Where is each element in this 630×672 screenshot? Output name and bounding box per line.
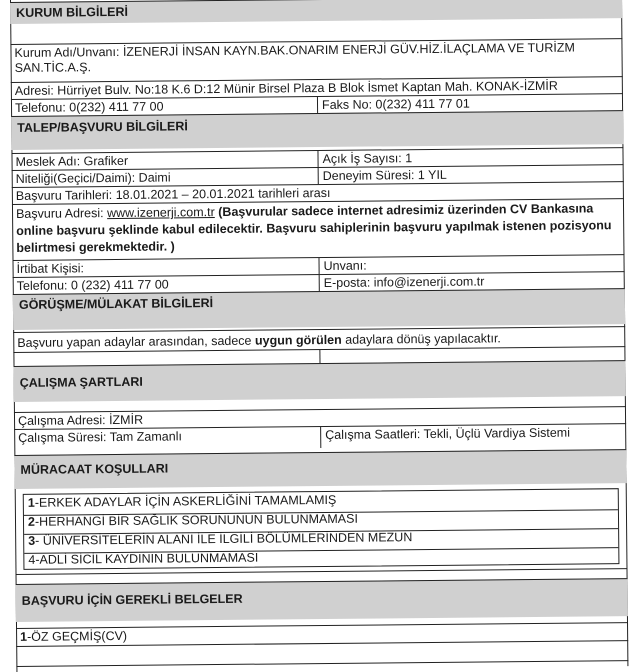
gorusme-text-after: adaylara dönüş yapılacaktır. [341,331,501,347]
calisma-adres: Çalışma Adresi: İZMİR [17,412,144,428]
talep-meslek: Meslek Adı: Grafiker [15,153,129,169]
belgeler-item-1-text: -ÖZ GEÇMİŞ(CV) [27,628,128,644]
section-header-kurum [10,0,622,24]
muracaat-list [23,488,620,570]
kurum-ad-label: Kurum Adı/Unvanı: [14,44,120,60]
talep-adres-link[interactable]: www.izenerji.com.tr [107,205,215,221]
talep-tarihler: Başvuru Tarihleri: 18.01.2021 – 20.01.2021 tarihleri arası [15,185,331,203]
muracaat-item-4 [24,546,618,572]
talep-acik-is: Açık İş Sayısı: 1 [317,148,623,167]
section-title-belgeler: BAŞVURU İÇİN GEREKLİ BELGELER [21,591,243,608]
talep-nitelik: Niteliği(Geçici/Daimi): Daimi [15,170,171,186]
calisma-sure: Çalışma Süresi: Tam Zamanlı [18,429,182,445]
section-header-calisma [14,360,626,402]
talep-unvan: Unvanı: [318,255,624,274]
talep-deneyim: Deneyim Süresi: 1 YIL [318,165,624,184]
muracaat-item-4-text: 4-ADLİ SİCİL KAYDININ BULUNMAMASI [28,550,259,567]
section-title-kurum: KURUM BİLGİLERİ [16,4,128,20]
kurum-adres: Adresi: Hürriyet Bulv. No:18 K.6 D:12 Münir Birsel Plaza B Blok İsmet Kaptan Mah. KONAK-İZMİR [14,78,558,98]
section-title-calisma: ÇALIŞMA ŞARTLARI [19,374,143,390]
section-title-gorusme: GÖRÜŞME/MÜLAKAT BİLGİLERİ [18,296,214,312]
muracaat-item-2-text: HERHANGİ BİR SAĞLIK SORUNUNUN BULUNMAMASI [39,511,358,529]
calisma-sure-row [14,423,626,451]
gorusme-text-before: Başvuru yapan adaylar arasından, sadece [17,333,256,350]
kurum-ad-row [10,38,622,82]
talep-telefon: Telefonu: 0 (232) 411 77 00 [16,277,169,293]
muracaat-item-3-text: ÜNİVERSİTELERİN ALANI İLE İLGİLİ BÖLÜMLERİNDEN MEZUN [42,530,413,548]
gorusme-text-bold: uygun görülen [254,332,342,348]
section-header-talep [11,110,623,150]
belgeler-item-1-num: 1 [20,629,28,644]
calisma-saatler: Çalışma Saatleri: Tekli, Üçlü Vardiya Sistemi [320,424,626,448]
section-header-belgeler [16,578,628,622]
section-header-muracaat [14,449,626,489]
section-title-muracaat: MÜRACAAT KOŞULLARI [20,461,169,477]
muracaat-item-1-num: 1 [27,495,35,510]
section-title-talep: TALEP/BAŞVURU BİLGİLERİ [17,119,188,135]
kurum-ad-value: İZENERJİ İNSAN KAYN.BAK.ONARIM ENERJİ GÜV.HİZ.İLAÇLAMA VE TURİZM SAN.TİC.A.Ş. [14,40,575,75]
kurum-telefon: Telefonu: 0(232) 411 77 00 [14,99,164,115]
application-form [10,0,628,672]
talep-adres-label: Başvuru Adresi: [15,206,104,221]
talep-eposta: E-posta: info@izenerji.com.tr [319,272,625,291]
talep-adres-note: (Başvurular sadece internet adresimiz üzerinden CV Bankasına online başvuru şeklinde kabul edilecektir. Başvuru sahiplerinin başvuru yapılmak istenen pozisyonu belirtmesi gerekmektedir. ) [16,201,612,255]
section-header-gorusme [13,288,625,330]
muracaat-item-1-sep: - [34,495,40,510]
talep-adres-row [12,198,624,258]
muracaat-item-2-sep: - [34,514,40,529]
muracaat-item-3-sep: - [35,533,43,548]
muracaat-item-1-text: ERKEK ADAYLAR İÇİN ASKERLİĞİNİ TAMAMLAMIŞ [38,492,337,510]
talep-irtibat: İrtibat Kişisi: [16,261,85,276]
muracaat-item-3-num: 3 [28,533,36,548]
muracaat-item-2-num: 2 [27,514,36,529]
kurum-ad-cell [10,39,622,82]
kurum-faks: Faks No: 0(232) 411 77 01 [317,94,623,113]
talep-adres-cell [12,199,624,258]
